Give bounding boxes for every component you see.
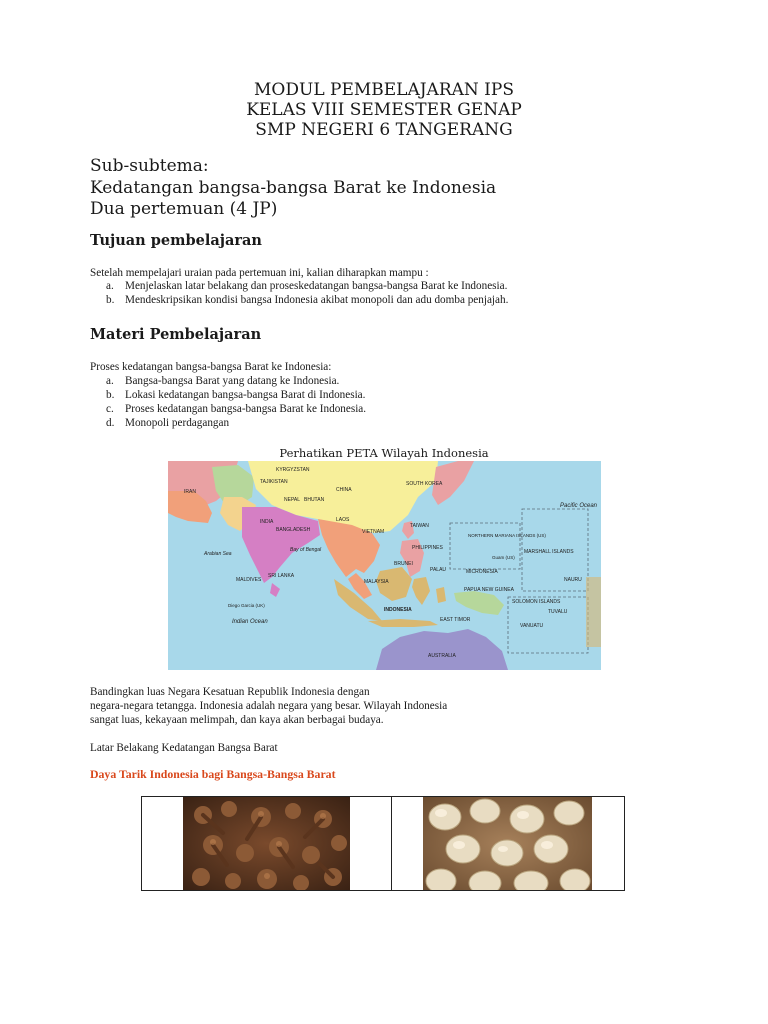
table-divider [391, 797, 392, 890]
label-malaysia: MALAYSIA [364, 579, 389, 585]
label-palau: PALAU [430, 567, 447, 573]
paragraph-line-2: negara-negara tetangga. Indonesia adalah negara yang besar. Wilayah Indonesia [90, 700, 448, 712]
paragraph-line-1: Bandingkan luas Negara Kesatuan Republik Indonesia dengan [90, 686, 370, 698]
module-title: MODUL PEMBELAJARAN IPS [254, 80, 514, 100]
label-china: CHINA [336, 487, 352, 493]
subtema-duration: Dua pertemuan (4 JP) [90, 199, 278, 219]
label-taiwan: TAIWAN [410, 523, 429, 529]
label-sri-lanka: SRI LANKA [268, 573, 295, 579]
label-vanuatu: VANUATU [520, 623, 544, 629]
label-nepal: NEPAL [284, 497, 301, 503]
document-page: MODUL PEMBELAJARAN IPS KELAS VIII SEMESTER GENAP SMP NEGERI 6 TANGERANG Sub-subtema: Kedatangan bangsa-bangsa Barat ke Indonesia Dua pertemuan (4 JP) Tujuan pembelajaran Setelah mempelajari uraian pada pertemuan ini, kalian diharapkan mampu : a. Menjelaskan latar belakang dan proseskedatangan bangsa-bangsa Barat ke Indonesia. b. Mendeskripsikan kondisi bangsa Indonesia akibat monopoli dan adu domba penjajah. Materi Pembelajaran Proses kedatangan bangsa-bangsa Barat ke Indonesia: a. Bangsa-bangsa Barat yang datang ke Indonesia. b. Lokasi kedatangan bangsa-bangsa Barat di Indonesia. c. Proses kedatangan bangsa-bangsa Barat ke Indonesia. d. Monopoli perdagangan Perhatikan PETA Wilayah Indonesia KYRGYZSTAN TAJIKISTAN CHINA IRAN NEPAL BHUTAN INDIA BANGLADESH LAOS VIETNAM Arabian Sea Bay of Bengal SOUTH KOREA TAIWAN PHILIPPINES SRI LANKA MALDIVES MALAYSIA BRUNEI INDONESIA EAST TIMOR PALAU MICRONESIA MARSHALL ISLANDS PAPUA NEW GUINEA SOLOMON ISLANDS VANUATU TUVALU NAURU AUSTRALIA Indian Ocean Pacific Ocean Diego Garcia (UK) Guam (US) NORTHERN MARIANA ISLANDS (US) Bandingkan luas Negara Kesatuan Republik Indonesia dengan negara-negara tetangga. Indonesia adalah negara yang besar. Wilayah Indonesia sangat luas, kekayaan melimpah, dan kaya akan berbagai budaya. Latar Belakang Kedatangan Bangsa Barat Daya Tarik Indonesia bagi Bangsa-Bangsa Barat [0, 0, 768, 1024]
label-iran: IRAN [184, 489, 196, 495]
label-laos: LAOS [336, 517, 350, 523]
clove-photo [183, 797, 350, 890]
label-marshall-islands: MARSHALL ISLANDS [524, 549, 574, 555]
label-diego-garcia: Diego Garcia (UK) [228, 603, 265, 608]
label-guam: Guam (US) [492, 555, 515, 560]
label-philippines: PHILIPPINES [412, 545, 443, 551]
candlenut-photo [423, 797, 592, 890]
label-bangladesh: BANGLADESH [276, 527, 311, 533]
school-name: SMP NEGERI 6 TANGERANG [255, 120, 513, 140]
label-indonesia: INDONESIA [384, 607, 412, 613]
label-northern-mariana: NORTHERN MARIANA ISLANDS (US) [468, 533, 546, 538]
label-papua-new-guinea: PAPUA NEW GUINEA [464, 587, 514, 593]
materi-intro: Proses kedatangan bangsa-bangsa Barat ke Indonesia: [90, 361, 332, 373]
subtema-topic: Kedatangan bangsa-bangsa Barat ke Indonesia [90, 178, 497, 198]
latar-belakang-heading: Latar Belakang Kedatangan Bangsa Barat [90, 742, 278, 754]
label-brunei: BRUNEI [394, 561, 413, 567]
tujuan-intro: Setelah mempelajari uraian pada pertemuan ini, kalian diharapkan mampu : [90, 267, 429, 279]
paragraph-line-3: sangat luas, kekayaan melimpah, dan kaya akan berbagai budaya. [90, 714, 384, 726]
label-tuvalu: TUVALU [548, 609, 568, 615]
label-india: INDIA [260, 519, 274, 525]
label-micronesia: MICRONESIA [466, 569, 498, 575]
map-svg [168, 461, 601, 670]
map-caption: Perhatikan PETA Wilayah Indonesia [279, 446, 489, 460]
label-bay-of-bengal: Bay of Bengal [290, 547, 322, 553]
label-bhutan: BHUTAN [304, 497, 325, 503]
tujuan-heading: Tujuan pembelajaran [90, 232, 262, 249]
label-australia: AUSTRALIA [428, 653, 456, 659]
label-solomon-islands: SOLOMON ISLANDS [512, 599, 561, 605]
label-kyrgyzstan: KYRGYZSTAN [276, 467, 310, 473]
label-vietnam: VIETNAM [362, 529, 385, 535]
label-east-timor: EAST TIMOR [440, 617, 471, 623]
materi-heading: Materi Pembelajaran [90, 326, 262, 343]
pacific-edge-land [586, 577, 601, 647]
class-semester: KELAS VIII SEMESTER GENAP [246, 100, 522, 120]
label-nauru: NAURU [564, 577, 582, 583]
label-indian-ocean: Indian Ocean [232, 619, 268, 625]
label-pacific-ocean: Pacific Ocean [560, 503, 598, 509]
label-arabian-sea: Arabian Sea [204, 551, 232, 557]
indonesia-region-map [168, 461, 601, 670]
spice-image-table [141, 796, 625, 891]
label-tajikistan: TAJIKISTAN [260, 479, 288, 485]
label-south-korea: SOUTH KOREA [406, 481, 443, 487]
label-maldives: MALDIVES [236, 577, 262, 583]
subtema-label: Sub-subtema: [90, 156, 209, 176]
daya-tarik-heading: Daya Tarik Indonesia bagi Bangsa-Bangsa Barat [90, 767, 336, 781]
